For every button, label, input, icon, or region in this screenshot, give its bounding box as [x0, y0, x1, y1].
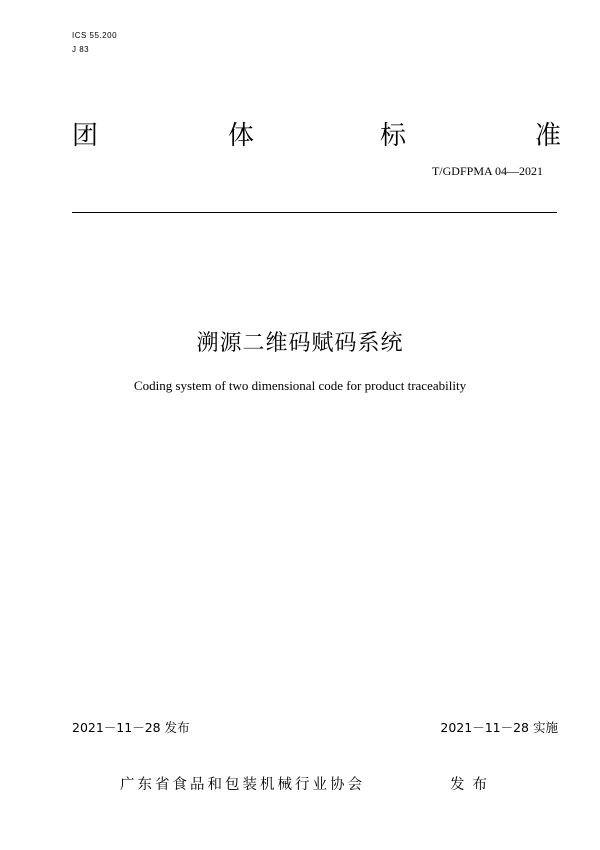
standard-type-char: 团	[72, 121, 99, 151]
implementation-date: 2021－11－28 实施	[440, 720, 558, 735]
publisher-name: 广东省食品和包装机械行业协会	[120, 777, 365, 793]
ics-code: ICS 55.200	[72, 31, 118, 40]
publish-label: 发布	[450, 777, 495, 793]
standard-number: T/GDFPMA 04—2021	[431, 164, 543, 178]
ccs-code: J 83	[72, 45, 90, 54]
issue-date: 2021－11－28 发布	[72, 720, 190, 735]
document-title-chinese: 溯源二维码赋码系统	[196, 331, 404, 356]
document-title-english: Coding system of two dimensional code for product traceability	[133, 378, 467, 393]
header-divider	[72, 212, 557, 213]
standard-type-char: 标	[380, 121, 407, 151]
standard-type-char: 体	[228, 121, 255, 151]
standard-type-char: 准	[535, 121, 562, 151]
